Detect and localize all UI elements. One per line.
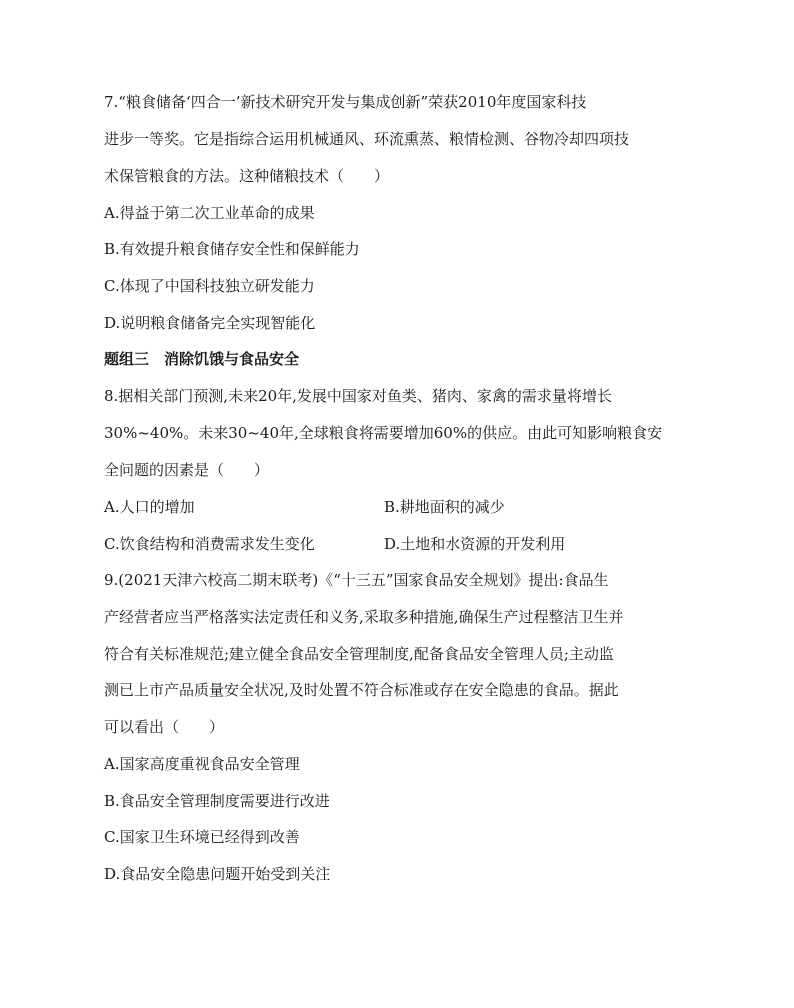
q9-stem-line-2: 产经营者应当严格落实法定责任和义务,采取多种措施,确保生产过程整洁卫生并 [104, 608, 624, 626]
q8-stem-line-2: 30%~40%。未来30~40年,全球粮食将需要增加60%的供应。由此可知影响粮食安 [104, 424, 663, 442]
q9-option-c: C.国家卫生环境已经得到改善 [104, 828, 300, 846]
q7-option-d: D.说明粮食储备完全实现智能化 [104, 314, 316, 332]
section-heading: 题组三 消除饥饿与食品安全 [104, 350, 300, 368]
q9-stem-line-4: 测已上市产品质量安全状况,及时处置不符合标准或存在安全隐患的食品。据此 [104, 681, 619, 699]
q7-stem-line-3: 术保管粮食的方法。这种储粮技术（ ） [104, 167, 390, 185]
q9-stem-line-1: 9.(2021天津六校高二期末联考)《“十三五”国家食品安全规划》提出:食品生 [104, 571, 609, 589]
q8-option-a: A.人口的增加 [104, 498, 195, 516]
q9-option-d: D.食品安全隐患问题开始受到关注 [104, 865, 331, 883]
q9-option-b: B.食品安全管理制度需要进行改进 [104, 792, 330, 810]
q8-option-b: B.耕地面积的减少 [384, 498, 505, 516]
q7-option-b: B.有效提升粮食储存安全性和保鲜能力 [104, 240, 360, 258]
q7-stem-line-2: 进步一等奖。它是指综合运用机械通风、环流熏蒸、粮情检测、谷物冷却四项技 [104, 130, 630, 148]
q7-option-a: A.得益于第二次工业革命的成果 [104, 204, 315, 222]
q8-stem-line-3: 全问题的因素是（ ） [104, 461, 270, 479]
q7-option-c: C.体现了中国科技独立研发能力 [104, 277, 315, 295]
q9-stem-line-3: 符合有关标准规范;建立健全食品安全管理制度,配备食品安全管理人员;主动监 [104, 645, 614, 663]
q9-stem-line-5: 可以看出（ ） [104, 718, 225, 736]
q8-stem-line-1: 8.据相关部门预测,未来20年,发展中国家对鱼类、猪肉、家禽的需求量将增长 [104, 387, 612, 405]
q9-option-a: A.国家高度重视食品安全管理 [104, 755, 300, 773]
q7-stem-line-1: 7.“粮食储备‘四合一’新技术研究开发与集成创新”荣获2010年度国家科技 [104, 93, 587, 111]
q8-option-c: C.饮食结构和消费需求发生变化 [104, 535, 315, 553]
q8-option-d: D.土地和水资源的开发利用 [384, 535, 566, 553]
